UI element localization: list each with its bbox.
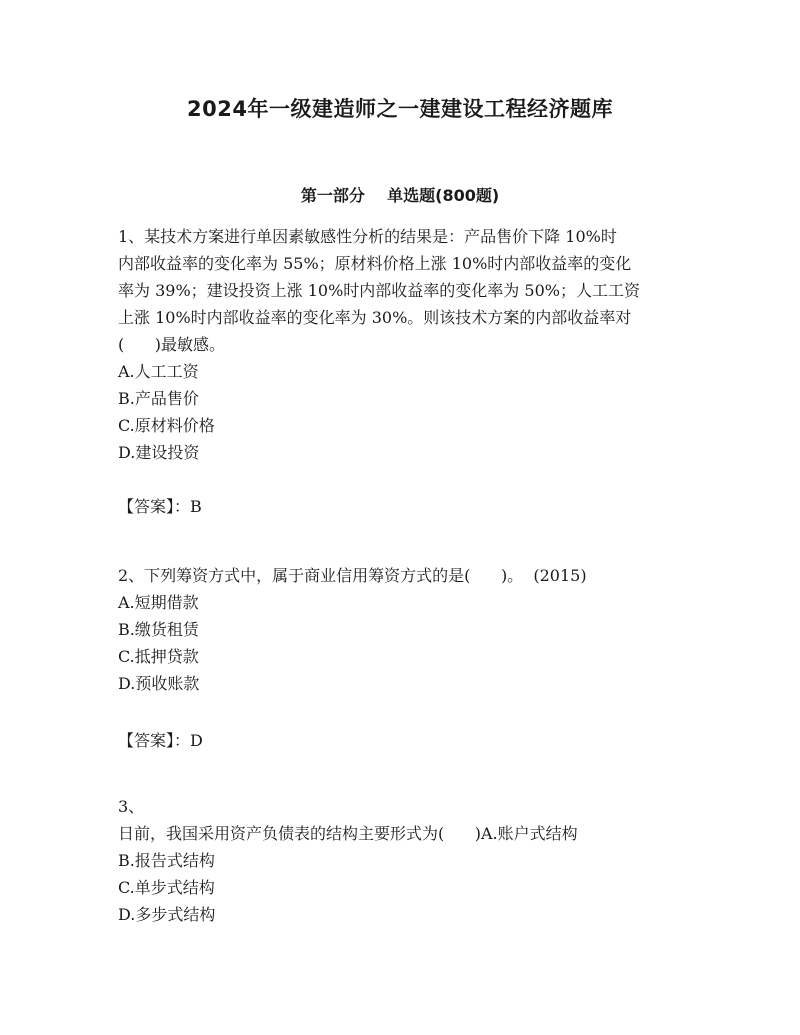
question-2-option-d: D.预收账款 bbox=[118, 674, 200, 693]
question-2-option-c: C.抵押贷款 bbox=[118, 647, 199, 666]
question-1-option-d: D.建设投资 bbox=[118, 443, 200, 462]
question-3-stem-line-2: 日前，我国采用资产负债表的结构主要形式为( )A.账户式结构 bbox=[118, 824, 578, 843]
question-1-stem-line-1: 1、某技术方案进行单因素敏感性分析的结果是：产品售价下降 10%时 bbox=[118, 227, 617, 246]
question-1-stem-line-4: 上涨 10%时内部收益率的变化率为 30%。则该技术方案的内部收益率对 bbox=[118, 308, 632, 327]
section-heading: 第一部分 单选题(800题) bbox=[300, 186, 500, 205]
question-3-option-c: C.单步式结构 bbox=[118, 878, 215, 897]
question-1-stem-line-2: 内部收益率的变化率为 55%；原材料价格上涨 10%时内部收益率的变化 bbox=[118, 254, 632, 273]
question-3-option-d: D.多步式结构 bbox=[118, 905, 216, 924]
question-2-answer: 【答案】：D bbox=[118, 731, 203, 750]
question-3-option-b: B.报告式结构 bbox=[118, 851, 215, 870]
question-2-stem-line-1: 2、下列筹资方式中，属于商业信用筹资方式的是( )。 (2015) bbox=[118, 566, 587, 585]
document-title: 2024年一级建造师之一建建设工程经济题库 bbox=[187, 97, 613, 121]
question-1-answer: 【答案】：B bbox=[118, 497, 202, 516]
question-2-option-b: B.缴货租赁 bbox=[118, 620, 199, 639]
question-2-option-a: A.短期借款 bbox=[118, 593, 199, 612]
question-1-option-a: A.人工工资 bbox=[118, 362, 199, 381]
question-1-option-b: B.产品售价 bbox=[118, 389, 199, 408]
question-1-stem-line-3: 率为 39%；建设投资上涨 10%时内部收益率的变化率为 50%；人工工资 bbox=[118, 281, 640, 300]
question-1-option-c: C.原材料价格 bbox=[118, 416, 215, 435]
question-3-stem-line-1: 3、 bbox=[118, 797, 145, 816]
question-1-stem-line-5: ( )最敏感。 bbox=[118, 335, 226, 354]
